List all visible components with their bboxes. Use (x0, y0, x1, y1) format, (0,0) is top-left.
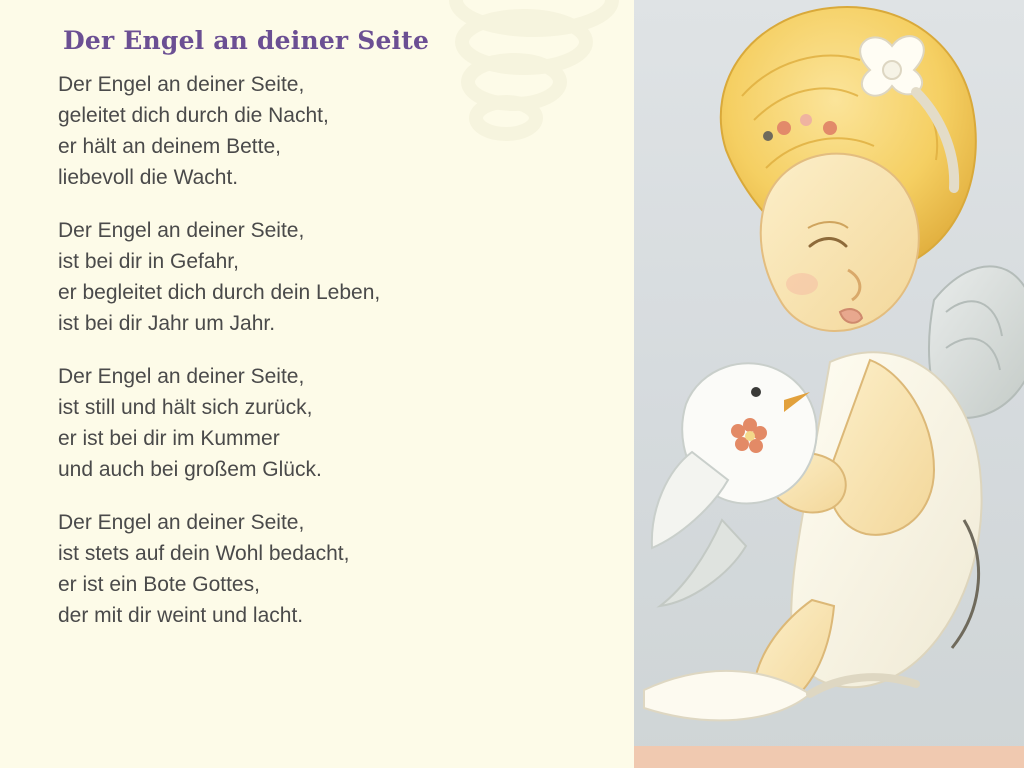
poem-stanza: Der Engel an deiner Seite, ist stets auf dein Wohl bedacht, er ist ein Bote Gottes, der mit dir weint und lacht. (58, 511, 350, 627)
illustration-caption (634, 746, 1024, 768)
poem-stanza: Der Engel an deiner Seite, geleitet dich durch die Nacht, er hält an deinem Bette, liebevoll die Wacht. (58, 73, 329, 189)
illustration-panel (634, 0, 1024, 768)
poem-stanza: Der Engel an deiner Seite, ist still und hält sich zurück, er ist bei dir im Kummer und auch bei großem Glück. (58, 365, 322, 481)
angel-child-illustration (634, 0, 1024, 768)
poem-stanza: Der Engel an deiner Seite, ist bei dir in Gefahr, er begleitet dich durch dein Leben, ist bei dir Jahr um Jahr. (58, 219, 381, 335)
page-title: Der Engel an deiner Seite (63, 26, 430, 55)
